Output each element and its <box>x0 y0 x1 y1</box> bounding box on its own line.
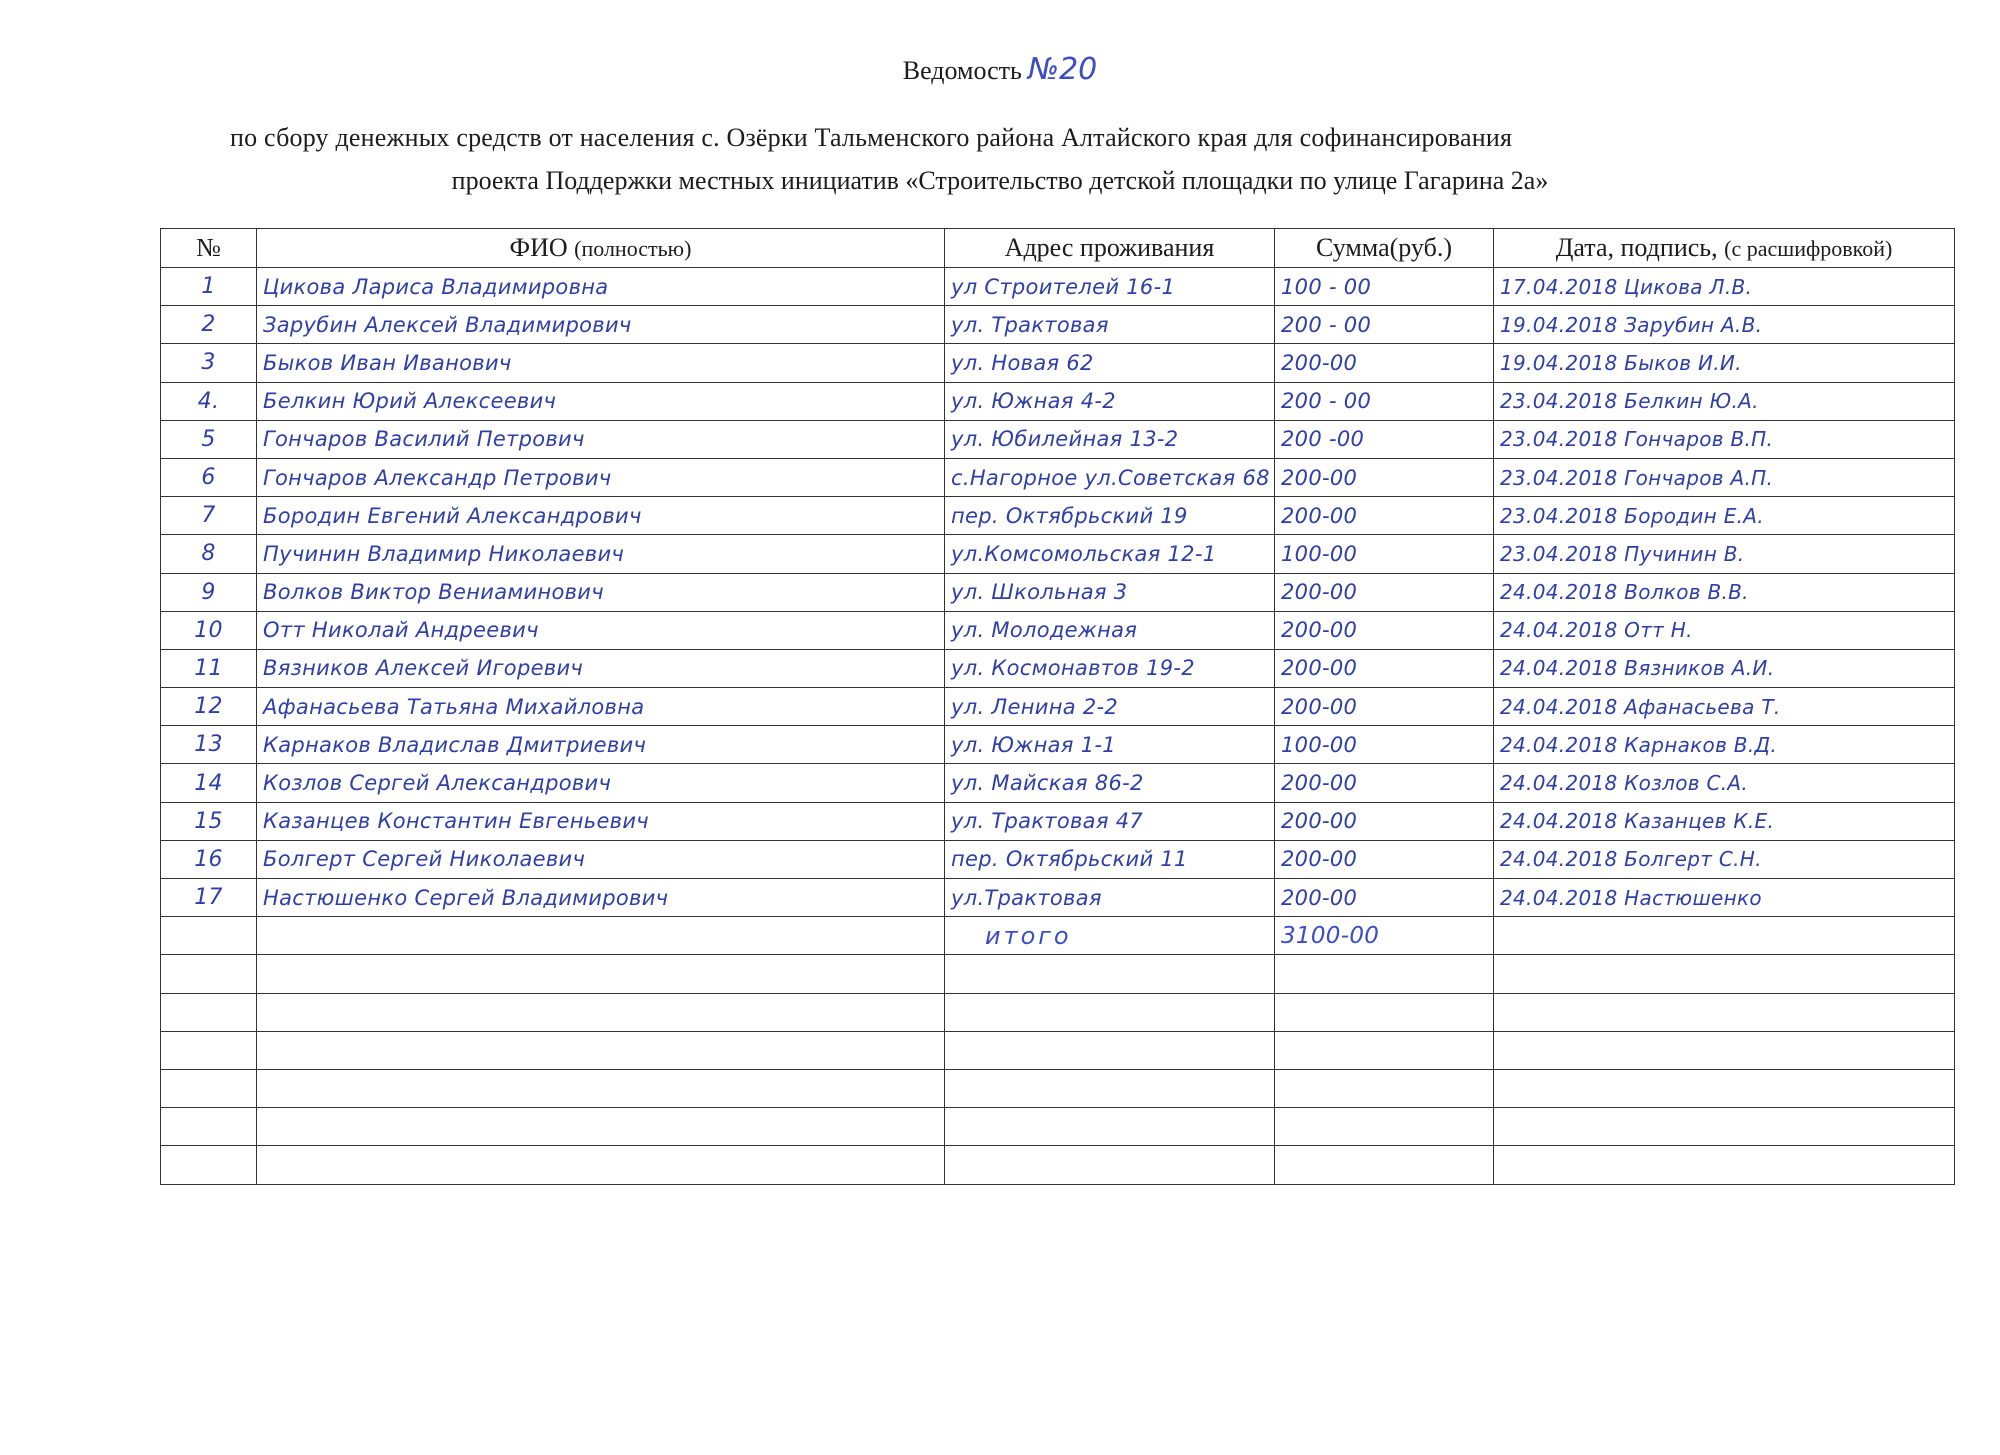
row-sum: 200 - 00 <box>1281 312 1372 337</box>
row-date-signature-cell <box>1494 649 1955 687</box>
row-sum: 200-00 <box>1281 580 1358 605</box>
total-sum-cell <box>1275 917 1494 955</box>
empty-cell <box>1275 1146 1494 1184</box>
row-full-name: Гончаров Василий Петрович <box>263 427 585 452</box>
row-sum: 200 -00 <box>1281 427 1365 452</box>
row-sum: 200-00 <box>1281 847 1358 872</box>
row-address: ул. Южная 1-1 <box>951 732 1116 757</box>
row-full-name-cell <box>257 458 945 496</box>
row-sum-cell <box>1275 879 1494 917</box>
row-sum-cell <box>1275 344 1494 382</box>
row-date-signature: 19.04.2018 Зарубин А.В. <box>1500 312 1763 337</box>
row-sum: 200-00 <box>1281 618 1358 643</box>
row-date-signature-cell <box>1494 268 1955 306</box>
row-full-name-cell <box>257 382 945 420</box>
row-date-signature-cell <box>1494 688 1955 726</box>
row-number-cell <box>161 688 257 726</box>
row-number: 8 <box>201 541 216 567</box>
row-sum: 200-00 <box>1281 465 1358 490</box>
row-date-signature-cell <box>1494 802 1955 840</box>
row-number-cell <box>161 879 257 917</box>
row-sum-cell <box>1275 611 1494 649</box>
table-row <box>161 611 1955 649</box>
row-address-cell <box>945 688 1275 726</box>
empty-cell <box>161 1146 257 1184</box>
row-date-signature: 23.04.2018 Бородин Е.А. <box>1500 503 1764 528</box>
row-address: ул. Юбилейная 13-2 <box>951 427 1179 452</box>
table-row <box>161 764 1955 802</box>
col-header-address: Адрес проживания <box>945 229 1275 268</box>
row-number-cell <box>161 268 257 306</box>
row-number: 10 <box>194 617 223 643</box>
row-address: ул. Южная 4-2 <box>951 389 1116 414</box>
row-date-signature: 23.04.2018 Белкин Ю.А. <box>1500 389 1759 414</box>
row-address: пер. Октябрьский 19 <box>951 503 1188 528</box>
row-date-signature-cell <box>1494 764 1955 802</box>
empty-row <box>161 1069 1955 1107</box>
row-full-name-cell <box>257 764 945 802</box>
col-header-name-label: ФИО <box>509 233 568 262</box>
empty-row <box>161 1108 1955 1146</box>
row-full-name-cell <box>257 611 945 649</box>
table-row <box>161 382 1955 420</box>
row-address: ул.Комсомольская 12-1 <box>951 541 1217 566</box>
collection-ledger-table <box>160 228 1955 1185</box>
row-full-name: Гончаров Александр Петрович <box>263 465 612 490</box>
row-full-name: Отт Николай Андреевич <box>263 618 539 643</box>
row-number-cell <box>161 611 257 649</box>
row-number: 12 <box>194 694 223 720</box>
empty-cell <box>1494 1146 1955 1184</box>
row-full-name-cell <box>257 268 945 306</box>
row-number-cell <box>161 458 257 496</box>
empty-cell <box>945 1146 1275 1184</box>
row-sum: 200-00 <box>1281 656 1358 681</box>
empty-cell <box>257 1069 945 1107</box>
row-number-cell <box>161 649 257 687</box>
row-number-cell <box>161 420 257 458</box>
empty-cell <box>1494 1069 1955 1107</box>
row-address-cell <box>945 726 1275 764</box>
row-full-name: Волков Виктор Вениаминович <box>263 580 604 605</box>
row-address-cell <box>945 344 1275 382</box>
row-date-signature: 24.04.2018 Афанасьева Т. <box>1500 694 1781 719</box>
row-full-name: Пучинин Владимир Николаевич <box>263 541 625 566</box>
table-row <box>161 649 1955 687</box>
row-number: 9 <box>201 579 216 605</box>
row-full-name: Белкин Юрий Алексеевич <box>263 389 557 414</box>
row-number-cell <box>161 344 257 382</box>
total-row <box>161 917 1955 955</box>
row-full-name-cell <box>257 802 945 840</box>
empty-row <box>161 1031 1955 1069</box>
row-number-cell <box>161 726 257 764</box>
total-row-empty-num-cell <box>161 917 257 955</box>
row-full-name-cell <box>257 535 945 573</box>
row-full-name-cell <box>257 420 945 458</box>
row-address-cell <box>945 497 1275 535</box>
row-sum: 100 - 00 <box>1281 274 1372 299</box>
empty-cell <box>945 1108 1275 1146</box>
subtitle-line-1: по сбору денежных средств от населения с. Озёрки Тальменского района Алтайского края для софинансирования <box>230 123 1513 152</box>
row-date-signature: 24.04.2018 Вязников А.И. <box>1500 656 1775 681</box>
row-sum-cell <box>1275 535 1494 573</box>
row-sum-cell <box>1275 382 1494 420</box>
row-date-signature: 17.04.2018 Цикова Л.В. <box>1500 274 1753 299</box>
row-date-signature-cell <box>1494 306 1955 344</box>
empty-cell <box>1494 955 1955 993</box>
row-address: ул. Новая 62 <box>951 350 1094 375</box>
row-number: 3 <box>201 350 216 376</box>
empty-cell <box>1494 1031 1955 1069</box>
row-full-name-cell <box>257 879 945 917</box>
row-date-signature-cell <box>1494 382 1955 420</box>
row-address-cell <box>945 840 1275 878</box>
row-date-signature: 24.04.2018 Отт Н. <box>1500 618 1693 643</box>
empty-cell <box>1275 993 1494 1031</box>
row-full-name: Цикова Лариса Владимировна <box>263 274 609 299</box>
row-sum-cell <box>1275 306 1494 344</box>
table-row <box>161 497 1955 535</box>
row-address-cell <box>945 611 1275 649</box>
row-number-cell <box>161 764 257 802</box>
table-row <box>161 688 1955 726</box>
empty-cell <box>161 1069 257 1107</box>
col-header-num: № <box>161 229 257 268</box>
row-address-cell <box>945 764 1275 802</box>
row-date-signature-cell <box>1494 420 1955 458</box>
empty-cell <box>945 1069 1275 1107</box>
empty-cell <box>161 955 257 993</box>
row-number: 11 <box>194 655 223 681</box>
row-date-signature: 24.04.2018 Козлов С.А. <box>1500 771 1749 796</box>
row-date-signature-cell <box>1494 611 1955 649</box>
empty-cell <box>1275 955 1494 993</box>
document-title <box>0 52 2000 87</box>
row-number: 2 <box>201 312 216 338</box>
row-full-name: Карнаков Владислав Дмитриевич <box>263 732 647 757</box>
row-date-signature: 24.04.2018 Карнаков В.Д. <box>1500 732 1778 757</box>
empty-cell <box>257 955 945 993</box>
table-row <box>161 726 1955 764</box>
table-row <box>161 535 1955 573</box>
row-address: ул. Трактовая 47 <box>951 809 1144 834</box>
row-address-cell <box>945 306 1275 344</box>
row-address: пер. Октябрьский 11 <box>951 847 1188 872</box>
row-sum-cell <box>1275 649 1494 687</box>
total-row-empty-name-cell <box>257 917 945 955</box>
row-number: 13 <box>194 732 223 758</box>
row-full-name: Настюшенко Сергей Владимирович <box>263 885 669 910</box>
row-sum: 200-00 <box>1281 694 1358 719</box>
row-sum-cell <box>1275 840 1494 878</box>
row-full-name: Бородин Евгений Александрович <box>263 503 642 528</box>
row-date-signature-cell <box>1494 879 1955 917</box>
row-full-name: Быков Иван Иванович <box>263 350 512 375</box>
total-label-cell <box>945 917 1275 955</box>
row-full-name: Казанцев Константин Евгеньевич <box>263 809 650 834</box>
row-address: ул. Майская 86-2 <box>951 771 1144 796</box>
row-number: 17 <box>194 885 223 911</box>
row-address-cell <box>945 879 1275 917</box>
row-date-signature: 24.04.2018 Казанцев К.Е. <box>1500 809 1775 834</box>
row-sum: 200-00 <box>1281 809 1358 834</box>
row-address-cell <box>945 382 1275 420</box>
empty-cell <box>1275 1069 1494 1107</box>
row-address: ул. Космонавтов 19-2 <box>951 656 1195 681</box>
row-full-name: Афанасьева Татьяна Михайловна <box>263 694 645 719</box>
table-row <box>161 840 1955 878</box>
table-row <box>161 573 1955 611</box>
row-number: 6 <box>201 465 216 491</box>
empty-cell <box>945 1031 1275 1069</box>
row-sum: 100-00 <box>1281 732 1358 757</box>
empty-cell <box>161 993 257 1031</box>
row-full-name-cell <box>257 344 945 382</box>
empty-row <box>161 993 1955 1031</box>
title-number-handwritten: №20 <box>1027 52 1098 87</box>
table-row <box>161 879 1955 917</box>
row-number: 1 <box>201 274 216 300</box>
row-number-cell <box>161 382 257 420</box>
col-header-date-sign-note: (с расшифровкой) <box>1724 236 1893 261</box>
row-date-signature: 24.04.2018 Волков В.В. <box>1500 580 1749 605</box>
table-row <box>161 306 1955 344</box>
row-address: ул Строителей 16-1 <box>951 274 1176 299</box>
row-date-signature-cell <box>1494 535 1955 573</box>
row-address-cell <box>945 458 1275 496</box>
col-header-name-note: (полностью) <box>574 236 692 261</box>
empty-cell <box>257 1146 945 1184</box>
col-header-date-sign-label: Дата, подпись, <box>1555 233 1718 262</box>
row-full-name: Болгерт Сергей Николаевич <box>263 847 586 872</box>
empty-cell <box>1275 1031 1494 1069</box>
row-date-signature: 23.04.2018 Пучинин В. <box>1500 541 1745 566</box>
row-number: 14 <box>194 770 223 796</box>
row-date-signature: 19.04.2018 Быков И.И. <box>1500 350 1742 375</box>
table-row <box>161 268 1955 306</box>
empty-cell <box>1275 1108 1494 1146</box>
row-address-cell <box>945 420 1275 458</box>
row-number-cell <box>161 306 257 344</box>
row-full-name-cell <box>257 840 945 878</box>
row-date-signature-cell <box>1494 726 1955 764</box>
empty-row <box>161 955 1955 993</box>
row-number: 7 <box>201 503 216 529</box>
row-date-signature-cell <box>1494 840 1955 878</box>
row-full-name-cell <box>257 726 945 764</box>
row-full-name-cell <box>257 688 945 726</box>
row-sum: 100-00 <box>1281 541 1358 566</box>
col-header-date-sign <box>1494 229 1955 268</box>
ledger-body <box>161 268 1955 1185</box>
col-header-sum: Сумма(руб.) <box>1275 229 1494 268</box>
row-date-signature-cell <box>1494 497 1955 535</box>
row-full-name-cell <box>257 306 945 344</box>
row-full-name: Вязников Алексей Игоревич <box>263 656 584 681</box>
row-address-cell <box>945 802 1275 840</box>
row-address-cell <box>945 573 1275 611</box>
empty-cell <box>257 1108 945 1146</box>
row-date-signature-cell <box>1494 573 1955 611</box>
row-sum-cell <box>1275 726 1494 764</box>
row-full-name-cell <box>257 649 945 687</box>
row-date-signature: 23.04.2018 Гончаров В.П. <box>1500 427 1774 452</box>
row-date-signature: 24.04.2018 Настюшенко <box>1500 885 1762 910</box>
table-row <box>161 420 1955 458</box>
row-date-signature: 24.04.2018 Болгерт С.Н. <box>1500 847 1762 872</box>
row-full-name-cell <box>257 497 945 535</box>
row-full-name: Козлов Сергей Александрович <box>263 771 612 796</box>
row-full-name-cell <box>257 573 945 611</box>
row-sum-cell <box>1275 573 1494 611</box>
empty-cell <box>161 1031 257 1069</box>
row-address: ул. Молодежная <box>951 618 1138 643</box>
title-text: Ведомость <box>902 56 1022 85</box>
row-address-cell <box>945 268 1275 306</box>
row-sum: 200-00 <box>1281 771 1358 796</box>
empty-cell <box>1494 1108 1955 1146</box>
empty-cell <box>945 993 1275 1031</box>
empty-cell <box>257 1031 945 1069</box>
row-full-name: Зарубин Алексей Владимирович <box>263 312 632 337</box>
row-date-signature: 23.04.2018 Гончаров А.П. <box>1500 465 1774 490</box>
table-row <box>161 344 1955 382</box>
row-sum-cell <box>1275 458 1494 496</box>
total-label: итого <box>985 921 1072 950</box>
row-address: с.Нагорное ул.Советская 68 <box>951 465 1270 490</box>
row-address: ул. Школьная 3 <box>951 580 1128 605</box>
row-sum-cell <box>1275 420 1494 458</box>
total-sum: 3100-00 <box>1281 922 1380 949</box>
row-date-signature-cell <box>1494 458 1955 496</box>
row-sum-cell <box>1275 268 1494 306</box>
row-number-cell <box>161 573 257 611</box>
row-number: 4. <box>197 388 220 414</box>
header-row <box>161 229 1955 268</box>
row-number-cell <box>161 840 257 878</box>
row-number: 15 <box>194 808 223 834</box>
col-header-name <box>257 229 945 268</box>
total-row-empty-sign-cell <box>1494 917 1955 955</box>
row-number-cell <box>161 497 257 535</box>
table-row <box>161 802 1955 840</box>
empty-cell <box>945 955 1275 993</box>
row-address-cell <box>945 535 1275 573</box>
row-number: 5 <box>201 426 216 452</box>
table-row <box>161 458 1955 496</box>
empty-cell <box>161 1108 257 1146</box>
row-number: 16 <box>194 846 223 872</box>
empty-cell <box>257 993 945 1031</box>
row-sum: 200-00 <box>1281 885 1358 910</box>
row-sum-cell <box>1275 764 1494 802</box>
row-number-cell <box>161 535 257 573</box>
row-sum-cell <box>1275 688 1494 726</box>
subtitle-line-2: проекта Поддержки местных инициатив «Строительство детской площадки по улице Гагарина 2а» <box>451 166 1549 195</box>
row-sum: 200-00 <box>1281 503 1358 528</box>
row-address: ул.Трактовая <box>951 885 1102 910</box>
row-sum-cell <box>1275 802 1494 840</box>
empty-row <box>161 1146 1955 1184</box>
row-address-cell <box>945 649 1275 687</box>
row-sum-cell <box>1275 497 1494 535</box>
row-address: ул. Трактовая <box>951 312 1109 337</box>
row-date-signature-cell <box>1494 344 1955 382</box>
row-number-cell <box>161 802 257 840</box>
row-address: ул. Ленина 2-2 <box>951 694 1119 719</box>
row-sum: 200 - 00 <box>1281 389 1372 414</box>
row-sum: 200-00 <box>1281 350 1358 375</box>
empty-cell <box>1494 993 1955 1031</box>
